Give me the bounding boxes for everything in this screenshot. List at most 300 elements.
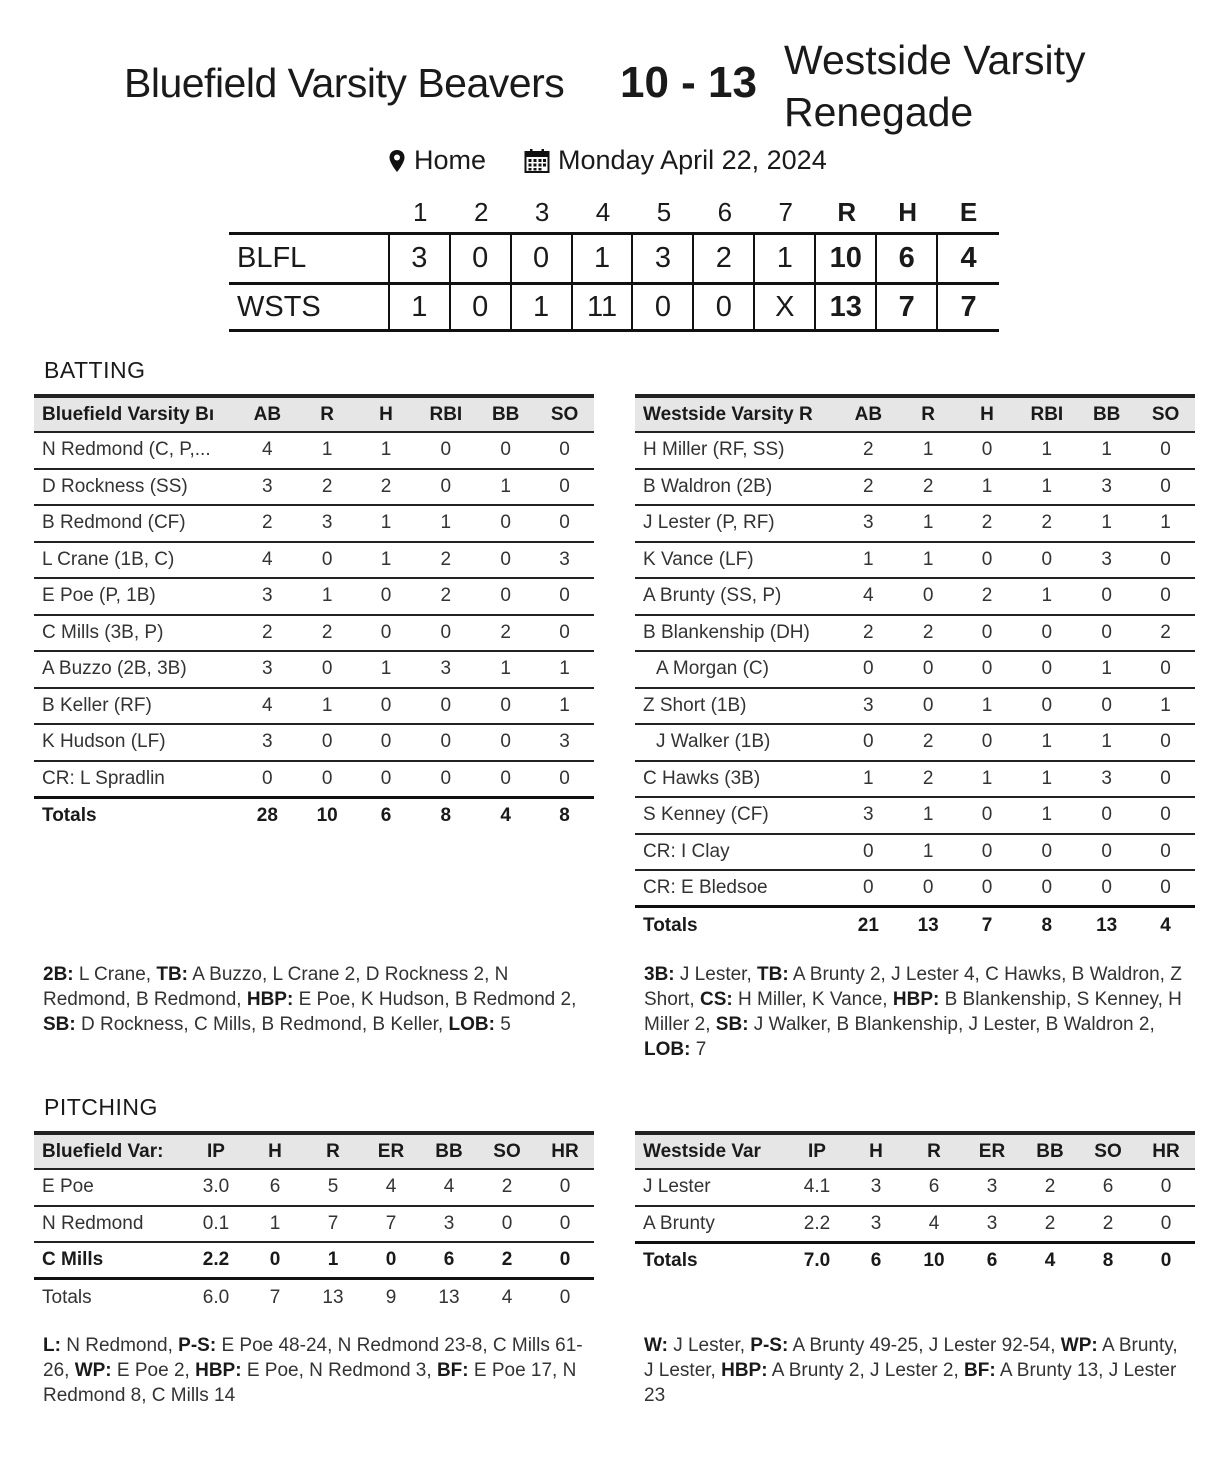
note-label: BF: xyxy=(436,1360,469,1381)
stat-cell: 0 xyxy=(838,651,899,688)
stat-cell: 1 xyxy=(1016,432,1077,469)
stat-cell: 2 xyxy=(958,505,1017,542)
table-row xyxy=(34,1206,594,1243)
player-name: N Redmond (C, P,... xyxy=(34,432,237,469)
total-cell: 4 xyxy=(1160,914,1171,936)
table-header-row xyxy=(34,1133,594,1169)
player-name: A Brunty (SS, P) xyxy=(635,578,838,615)
stat-cell: 1 xyxy=(1016,761,1077,798)
stat-cell: 4 xyxy=(362,1169,420,1206)
stat-cell: 3 xyxy=(838,688,899,725)
stat-cell: 0 xyxy=(415,761,476,798)
stat-cell: 3 xyxy=(237,469,298,506)
stat-cell: 3 xyxy=(963,1206,1021,1243)
stat-cell: 1 xyxy=(1016,724,1077,761)
stat-cell: 3 xyxy=(420,1206,478,1243)
table-row xyxy=(635,834,1195,871)
totals-label: Totals xyxy=(643,1250,698,1271)
stat-cell: 2 xyxy=(298,615,357,652)
table-row xyxy=(635,615,1195,652)
player-name: D Rockness (SS) xyxy=(34,469,237,506)
note-text: H Miller, K Vance, xyxy=(732,989,893,1010)
player-name: A Brunty xyxy=(635,1206,787,1243)
stat-cell: 1 xyxy=(357,505,416,542)
stat-cell: 0 xyxy=(1016,651,1077,688)
note-label: TB: xyxy=(156,964,189,985)
stat-cell: 7 xyxy=(304,1206,362,1243)
stat-cell: 2 xyxy=(838,615,899,652)
player-name: J Lester (P, RF) xyxy=(635,505,838,542)
stat-cell: 3 xyxy=(298,505,357,542)
stat-cell: 2 xyxy=(476,615,535,652)
stat-cell: 2 xyxy=(415,542,476,579)
stat-cell: 1 xyxy=(357,542,416,579)
stat-cell: 0 xyxy=(899,870,958,907)
note-label: L: xyxy=(43,1335,61,1356)
total-cell: 9 xyxy=(385,1286,397,1308)
note-label: CS: xyxy=(699,989,733,1010)
note-text: 5 xyxy=(494,1014,511,1035)
table-row xyxy=(34,469,594,506)
stat-column-header: RBI xyxy=(415,396,476,432)
player-name: C Mills xyxy=(34,1242,186,1279)
stat-cell: 0 xyxy=(1136,797,1195,834)
stat-column-header: RBI xyxy=(1016,396,1077,432)
note-label: 3B: xyxy=(644,964,675,985)
stat-cell: 2 xyxy=(478,1242,536,1279)
stat-cell: 2 xyxy=(478,1169,536,1206)
stat-cell: 0 xyxy=(958,834,1017,871)
stat-cell: 1 xyxy=(899,505,958,542)
player-name: B Waldron (2B) xyxy=(635,469,838,506)
stat-cell: 0 xyxy=(1077,834,1136,871)
stat-cell: 0 xyxy=(1136,578,1195,615)
stat-cell: 3 xyxy=(415,651,476,688)
away-pitching-notes xyxy=(644,1333,1184,1408)
stat-cell: 2 xyxy=(237,505,298,542)
total-cell: 13 xyxy=(322,1286,344,1308)
stat-cell: 2 xyxy=(838,469,899,506)
table-header-row xyxy=(635,396,1195,432)
total-cell: 7 xyxy=(981,914,993,936)
note-text: N Redmond, xyxy=(60,1335,179,1356)
stat-cell: 3 xyxy=(535,542,594,579)
errors-header: E xyxy=(959,196,978,227)
stat-cell: 2 xyxy=(1021,1169,1079,1206)
player-name: CR: L Spradlin xyxy=(34,761,237,798)
stat-cell: 3 xyxy=(847,1206,905,1243)
stat-cell: 0 xyxy=(536,1169,594,1206)
stat-cell: 0 xyxy=(958,432,1017,469)
stat-cell: 0 xyxy=(1077,615,1136,652)
stat-cell: 1 xyxy=(1136,505,1195,542)
note-label: LOB: xyxy=(644,1039,691,1060)
stat-cell: 0 xyxy=(298,724,357,761)
home-batting-table xyxy=(34,394,594,834)
total-cell: 10 xyxy=(316,805,338,826)
table-row xyxy=(635,797,1195,834)
inning-header: 6 xyxy=(717,196,733,227)
stat-column-header: ER xyxy=(963,1133,1021,1169)
stat-cell: 0 xyxy=(1016,615,1077,652)
player-name: K Vance (LF) xyxy=(635,542,838,579)
stat-cell: 3 xyxy=(237,724,298,761)
stat-cell: 4 xyxy=(237,432,298,469)
table-row xyxy=(635,688,1195,725)
stat-cell: 0 xyxy=(1137,1169,1195,1206)
total-cell: 28 xyxy=(256,805,278,826)
stat-cell: 2 xyxy=(298,469,357,506)
stat-cell: 1 xyxy=(899,797,958,834)
note-label: HBP: xyxy=(195,1360,242,1381)
stat-column-header: R xyxy=(304,1133,362,1169)
stat-column-header: HR xyxy=(1137,1133,1195,1169)
stat-cell: 0 xyxy=(476,505,535,542)
line-score-header xyxy=(229,192,999,232)
total-cell: 21 xyxy=(857,914,879,936)
stat-cell: 1 xyxy=(1077,505,1136,542)
player-name: J Walker (1B) xyxy=(635,724,838,761)
stat-cell: 0 xyxy=(1136,761,1195,798)
table-row xyxy=(34,615,594,652)
note-label: HBP: xyxy=(721,1360,768,1381)
stat-cell: 3 xyxy=(535,724,594,761)
totals-label: Totals xyxy=(42,805,97,826)
stat-cell: 5 xyxy=(304,1169,362,1206)
stat-cell: 0 xyxy=(476,724,535,761)
note-text: J Lester, xyxy=(674,964,757,985)
stat-cell: 6 xyxy=(905,1169,963,1206)
totals-row xyxy=(635,1242,1195,1279)
runs-header: R xyxy=(837,196,857,227)
game-date: Monday April 22, 2024 xyxy=(558,145,827,175)
table-row xyxy=(34,761,594,798)
total-cell: 8 xyxy=(559,805,570,826)
stat-cell: 0 xyxy=(357,688,416,725)
stat-column-header: H xyxy=(847,1133,905,1169)
stat-cell: 0 xyxy=(535,615,594,652)
inning-score: 1 xyxy=(573,235,634,282)
stat-cell: 0 xyxy=(1136,469,1195,506)
total-errors: 7 xyxy=(960,290,977,323)
stat-cell: 0 xyxy=(1136,542,1195,579)
stat-cell: 1 xyxy=(415,505,476,542)
total-runs: 10 xyxy=(816,235,877,282)
inning-score: X xyxy=(755,285,816,329)
note-label: HBP: xyxy=(246,989,294,1010)
stat-cell: 0 xyxy=(415,432,476,469)
stat-cell: 4.1 xyxy=(787,1169,847,1206)
stat-cell: 0 xyxy=(535,505,594,542)
game-meta xyxy=(388,145,827,176)
total-cell: 6 xyxy=(986,1250,998,1271)
total-cell: 8 xyxy=(440,805,452,826)
total-cell: 8 xyxy=(1041,914,1053,936)
total-hits: 7 xyxy=(877,285,938,329)
total-cell: 13 xyxy=(438,1286,460,1308)
stat-column-header: R xyxy=(899,396,958,432)
stat-cell: 1 xyxy=(1077,651,1136,688)
table-header-row xyxy=(34,396,594,432)
stat-cell: 0 xyxy=(958,724,1017,761)
stat-cell: 0 xyxy=(1077,688,1136,725)
note-label: 2B: xyxy=(43,964,74,985)
table-row xyxy=(635,469,1195,506)
note-label: BF: xyxy=(964,1360,996,1381)
table-row xyxy=(34,1242,594,1279)
away-team-name: Westside Varsity Renegade xyxy=(784,37,1086,135)
stat-cell: 0 xyxy=(899,651,958,688)
stat-cell: 4 xyxy=(237,688,298,725)
table-row xyxy=(34,432,594,469)
note-label: W: xyxy=(644,1335,668,1356)
player-name: CR: I Clay xyxy=(635,834,838,871)
stat-cell: 2 xyxy=(899,724,958,761)
stat-cell: 3 xyxy=(838,505,899,542)
hits-header: H xyxy=(898,196,918,227)
team-abbrev: BLFL xyxy=(229,235,390,282)
inning-score: 3 xyxy=(390,235,451,282)
note-label: SB: xyxy=(43,1014,76,1035)
table-row xyxy=(635,651,1195,688)
stat-cell: 1 xyxy=(476,469,535,506)
note-text: A Brunty 13, J Lester 23 xyxy=(644,1360,1182,1406)
total-cell: 4 xyxy=(1044,1250,1056,1271)
home-batting-notes xyxy=(43,962,583,1037)
total-cell: 13 xyxy=(917,914,939,936)
stat-column-header: SO xyxy=(1079,1133,1137,1169)
stat-cell: 0 xyxy=(1016,834,1077,871)
stat-cell: 1 xyxy=(1016,469,1077,506)
stat-cell: 0 xyxy=(1136,432,1195,469)
totals-label: Totals xyxy=(42,1286,92,1308)
stat-cell: 3.0 xyxy=(186,1169,246,1206)
stat-cell: 0 xyxy=(1136,724,1195,761)
line-score-row-home xyxy=(229,232,999,282)
stat-cell: 1 xyxy=(899,542,958,579)
table-row xyxy=(635,542,1195,579)
player-name: A Buzzo (2B, 3B) xyxy=(34,651,237,688)
stat-cell: 0 xyxy=(1137,1206,1195,1243)
stat-cell: 1 xyxy=(357,651,416,688)
note-text: J Lester, xyxy=(667,1335,751,1356)
note-label: HBP: xyxy=(892,989,940,1010)
stat-cell: 2.2 xyxy=(186,1242,246,1279)
player-name: B Keller (RF) xyxy=(34,688,237,725)
away-pitching-table xyxy=(635,1131,1195,1279)
stat-cell: 0 xyxy=(246,1242,304,1279)
stat-cell: 1 xyxy=(899,834,958,871)
note-label: P-S: xyxy=(750,1335,789,1356)
stat-cell: 0 xyxy=(415,615,476,652)
stat-cell: 3 xyxy=(1077,469,1136,506)
stat-cell: 3 xyxy=(838,797,899,834)
total-cell: 6 xyxy=(380,805,392,826)
stat-cell: 3 xyxy=(237,651,298,688)
stat-cell: 0 xyxy=(476,688,535,725)
stat-cell: 0 xyxy=(476,432,535,469)
table-row xyxy=(635,761,1195,798)
stat-cell: 2 xyxy=(237,615,298,652)
total-cell: 7.0 xyxy=(803,1250,831,1271)
stat-cell: 0 xyxy=(415,469,476,506)
stat-cell: 0 xyxy=(536,1206,594,1243)
player-name: S Kenney (CF) xyxy=(635,797,838,834)
table-row xyxy=(635,870,1195,907)
stat-cell: 6 xyxy=(1079,1169,1137,1206)
stat-column-header: SO xyxy=(535,396,594,432)
player-name: E Poe (P, 1B) xyxy=(34,578,237,615)
totals-row xyxy=(34,1279,594,1316)
stat-cell: 1 xyxy=(357,432,416,469)
note-text: L Crane, xyxy=(73,964,157,985)
stat-cell: 0 xyxy=(899,578,958,615)
table-header-row xyxy=(635,1133,1195,1169)
stat-cell: 0.1 xyxy=(186,1206,246,1243)
stat-cell: 0 xyxy=(899,688,958,725)
stat-cell: 0 xyxy=(1077,870,1136,907)
inning-header: 7 xyxy=(778,196,794,227)
totals-row xyxy=(34,797,594,834)
total-hits: 6 xyxy=(877,235,938,282)
table-row xyxy=(34,1169,594,1206)
player-name: L Crane (1B, C) xyxy=(34,542,237,579)
table-row xyxy=(635,578,1195,615)
total-runs: 13 xyxy=(816,285,877,329)
stat-cell: 0 xyxy=(298,542,357,579)
table-row xyxy=(635,1206,1195,1243)
table-row xyxy=(635,505,1195,542)
stat-cell: 0 xyxy=(357,615,416,652)
home-team-name: Bluefield Varsity Beavers xyxy=(124,60,565,106)
note-label: TB: xyxy=(757,964,789,985)
stat-column-header: H xyxy=(246,1133,304,1169)
table-row xyxy=(34,505,594,542)
note-label: WP: xyxy=(74,1360,112,1381)
stat-cell: 0 xyxy=(958,870,1017,907)
inning-score: 1 xyxy=(512,285,573,329)
inning-score: 11 xyxy=(573,285,634,329)
stat-cell: 4 xyxy=(905,1206,963,1243)
stat-column-header: BB xyxy=(420,1133,478,1169)
stat-cell: 1 xyxy=(1016,797,1077,834)
inning-header: 5 xyxy=(656,196,672,227)
stat-cell: 0 xyxy=(415,724,476,761)
stat-cell: 7 xyxy=(362,1206,420,1243)
stat-column-header: IP xyxy=(787,1133,847,1169)
note-text: E Poe, K Hudson, B Redmond 2, xyxy=(293,989,582,1010)
away-batting-notes xyxy=(644,962,1188,1062)
stat-cell: 1 xyxy=(298,578,357,615)
table-row xyxy=(635,432,1195,469)
total-cell: 0 xyxy=(1160,1250,1172,1271)
inning-score: 3 xyxy=(633,235,694,282)
inning-header: 1 xyxy=(413,196,428,227)
stat-cell: 0 xyxy=(362,1242,420,1279)
note-label: WP: xyxy=(1060,1335,1098,1356)
stat-cell: 2 xyxy=(415,578,476,615)
away-batting-table xyxy=(635,394,1195,943)
stat-column-header: H xyxy=(958,396,1017,432)
total-cell: 0 xyxy=(559,1286,571,1308)
stat-cell: 0 xyxy=(838,834,899,871)
stat-column-header: R xyxy=(298,396,357,432)
note-label: SB: xyxy=(715,1014,749,1035)
stat-cell: 6 xyxy=(420,1242,478,1279)
inning-score: 0 xyxy=(633,285,694,329)
note-text: E Poe 48-24, N Redmond 23-8, C Mills 61-26, xyxy=(43,1335,583,1381)
player-name: Z Short (1B) xyxy=(635,688,838,725)
stat-cell: 0 xyxy=(1136,834,1195,871)
stat-cell: 0 xyxy=(958,615,1017,652)
player-name: CR: E Bledsoe xyxy=(635,870,838,907)
stat-cell: 3 xyxy=(847,1169,905,1206)
totals-label: Totals xyxy=(643,914,698,936)
stat-cell: 1 xyxy=(298,432,357,469)
stat-cell: 0 xyxy=(357,761,416,798)
stat-cell: 2 xyxy=(899,615,958,652)
stat-cell: 1 xyxy=(535,651,594,688)
stat-cell: 2 xyxy=(1136,615,1195,652)
table-row xyxy=(635,1169,1195,1206)
team-abbrev: WSTS xyxy=(229,285,390,329)
inning-header: 2 xyxy=(473,196,489,227)
stat-column-header: AB xyxy=(838,396,899,432)
stat-cell: 3 xyxy=(1077,761,1136,798)
player-name: C Mills (3B, P) xyxy=(34,615,237,652)
player-name: H Miller (RF, SS) xyxy=(635,432,838,469)
inning-score: 0 xyxy=(512,235,573,282)
stat-cell: 1 xyxy=(1077,432,1136,469)
team-column-header: Westside Var xyxy=(635,1133,787,1169)
player-name: B Blankenship (DH) xyxy=(635,615,838,652)
stat-cell: 1 xyxy=(1136,688,1195,725)
stat-column-header: H xyxy=(357,396,416,432)
stat-column-header: BB xyxy=(1021,1133,1079,1169)
inning-score: 0 xyxy=(694,285,755,329)
note-text: J Walker, B Blankenship, J Lester, B Waldron 2, xyxy=(748,1014,1161,1035)
stat-column-header: ER xyxy=(362,1133,420,1169)
player-name: C Hawks (3B) xyxy=(635,761,838,798)
table-row xyxy=(34,651,594,688)
inning-score: 0 xyxy=(451,235,512,282)
stat-cell: 0 xyxy=(1016,688,1077,725)
stat-cell: 0 xyxy=(298,761,357,798)
final-score: 10 - 13 xyxy=(620,58,757,107)
stat-cell: 0 xyxy=(415,688,476,725)
pitching-section-title: PITCHING xyxy=(44,1094,158,1120)
stat-cell: 0 xyxy=(535,761,594,798)
stat-column-header: BB xyxy=(1077,396,1136,432)
stat-cell: 1 xyxy=(304,1242,362,1279)
stat-cell: 0 xyxy=(1136,870,1195,907)
team-column-header: Westside Varsity R xyxy=(635,396,838,432)
stat-cell: 1 xyxy=(535,688,594,725)
stat-cell: 0 xyxy=(535,469,594,506)
table-row xyxy=(34,688,594,725)
home-pitching-notes xyxy=(43,1333,583,1408)
total-errors: 4 xyxy=(960,242,977,274)
stat-cell: 1 xyxy=(1077,724,1136,761)
total-cell: 13 xyxy=(1096,914,1118,936)
stat-column-header: HR xyxy=(536,1133,594,1169)
table-row xyxy=(635,724,1195,761)
player-name: N Redmond xyxy=(34,1206,186,1243)
total-cell: 6 xyxy=(870,1250,882,1271)
note-text: A Buzzo, L Crane 2, D Rockness 2, N Redmond, B Redmond, xyxy=(43,964,514,1010)
team-column-header: Bluefield Var: xyxy=(34,1133,186,1169)
player-name: J Lester xyxy=(635,1169,787,1206)
